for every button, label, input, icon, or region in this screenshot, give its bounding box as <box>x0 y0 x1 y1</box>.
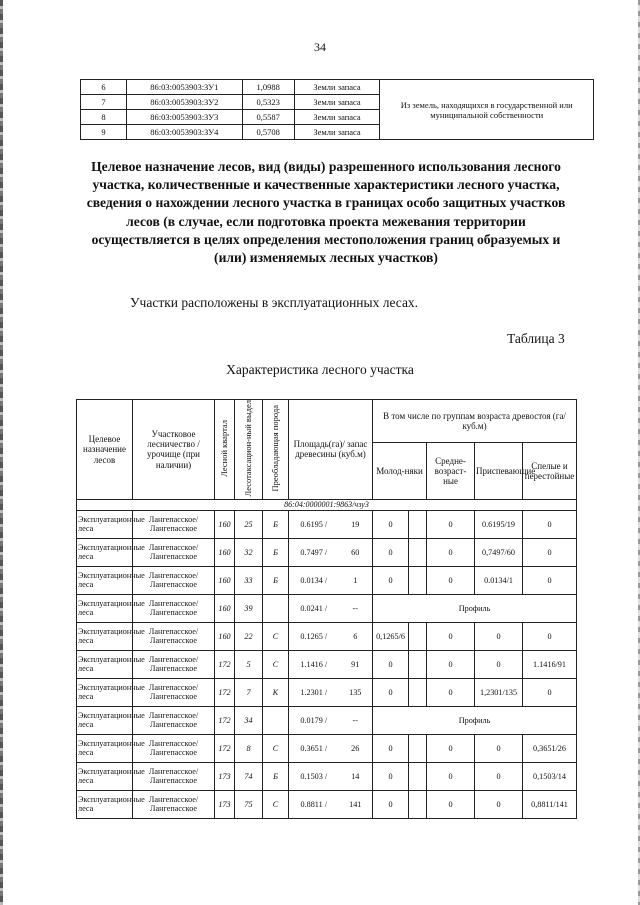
cell-maturing: 0 <box>475 622 523 650</box>
cell-mature: 0 <box>523 566 577 594</box>
cadastral-row <box>77 499 577 510</box>
cell-forestry: Лангепасское/Лангепасское <box>133 538 215 566</box>
cell-stock: 60 <box>339 538 373 566</box>
cell-quarter: 160 <box>215 566 235 594</box>
cell-purpose: Эксплуатационные леса <box>77 734 133 762</box>
cadastral-number: 86:04:0000001:9863/чзу3 <box>77 499 577 510</box>
registry-number: 9 <box>81 125 127 140</box>
cell-quarter: 173 <box>215 762 235 790</box>
table-row <box>77 734 577 762</box>
registry-cadastral-number: 86:03:0053903:ЗУ1 <box>126 80 242 95</box>
cell-allotment: 7 <box>235 678 263 706</box>
cell-maturing: 0,7497/60 <box>475 538 523 566</box>
cell-forestry: Лангепасское/Лангепасское <box>133 566 215 594</box>
cell-stock: -- <box>339 706 373 734</box>
cell-species <box>263 706 289 734</box>
cell-maturing: 1,2301/135 <box>475 678 523 706</box>
cell-forestry: Лангепасское/Лангепасское <box>133 790 215 818</box>
cell-young: 0 <box>373 790 409 818</box>
cell-allotment: 5 <box>235 650 263 678</box>
registry-area: 1,0988 <box>242 80 294 95</box>
registry-origin: Из земель, находящихся в государственной или муниципальной собственности <box>380 80 594 140</box>
table-row <box>77 594 577 622</box>
cell-area: 0.1265 / <box>289 622 339 650</box>
cell-middle: 0 <box>427 538 475 566</box>
cell-middle: 0 <box>427 790 475 818</box>
cell-area: 0.0241 / <box>289 594 339 622</box>
cell-young-aux <box>409 678 427 706</box>
cell-quarter: 160 <box>215 538 235 566</box>
land-registry-table <box>80 79 594 140</box>
cell-profile: Профиль <box>373 594 577 622</box>
cell-young-aux <box>409 622 427 650</box>
cell-forestry: Лангепасское/Лангепасское <box>133 650 215 678</box>
cell-quarter: 160 <box>215 622 235 650</box>
header-maturing: Приспевающие <box>475 443 523 499</box>
registry-area: 0,5323 <box>242 95 294 110</box>
cell-area: 1.1416 / <box>289 650 339 678</box>
cell-species: С <box>263 622 289 650</box>
cell-purpose: Эксплуатационные леса <box>77 594 133 622</box>
cell-maturing: 0 <box>475 790 523 818</box>
header-mature: Спелые и перестойные <box>523 443 577 499</box>
cell-purpose: Эксплуатационные леса <box>77 762 133 790</box>
cell-mature: 0,1503/14 <box>523 762 577 790</box>
cell-quarter: 160 <box>215 594 235 622</box>
cell-stock: 14 <box>339 762 373 790</box>
cell-allotment: 22 <box>235 622 263 650</box>
cell-quarter: 172 <box>215 734 235 762</box>
cell-young-aux <box>409 762 427 790</box>
cell-profile: Профиль <box>373 706 577 734</box>
cell-stock: 19 <box>339 510 373 538</box>
cell-forestry: Лангепасское/Лангепасское <box>133 734 215 762</box>
cell-area: 0.1503 / <box>289 762 339 790</box>
scan-edge-left <box>0 0 3 905</box>
cell-area: 0.7497 / <box>289 538 339 566</box>
cell-young-aux <box>409 734 427 762</box>
cell-forestry: Лангепасское/Лангепасское <box>133 706 215 734</box>
registry-number: 6 <box>81 80 127 95</box>
cell-purpose: Эксплуатационные леса <box>77 566 133 594</box>
cell-purpose: Эксплуатационные леса <box>77 706 133 734</box>
registry-cadastral-number: 86:03:0053903:ЗУ4 <box>126 125 242 140</box>
registry-number: 8 <box>81 110 127 125</box>
cell-area: 0.6195 / <box>289 510 339 538</box>
table-row <box>77 538 577 566</box>
section-heading: Целевое назначение лесов, вид (виды) разрешенного использования лесного участка, количественные и качественные характеристики лесного участка, сведения о нахождении лесного участка в границах особо защитных участков лесов (в случае, если подготовка проекта межевания территории осуществляется в целях определения местоположения границ образуемых и (или) изменяемых лесных участков) <box>86 159 566 266</box>
registry-cadastral-number: 86:03:0053903:ЗУ3 <box>126 110 242 125</box>
table-row <box>77 762 577 790</box>
cell-mature: 0 <box>523 538 577 566</box>
cell-maturing: 0 <box>475 650 523 678</box>
cell-forestry: Лангепасское/Лангепасское <box>133 622 215 650</box>
cell-maturing: 0.0134/1 <box>475 566 523 594</box>
registry-row <box>81 80 594 95</box>
table-row <box>77 510 577 538</box>
cell-area: 1.2301 / <box>289 678 339 706</box>
cell-species: Б <box>263 762 289 790</box>
cell-allotment: 25 <box>235 510 263 538</box>
registry-category: Земли запаса <box>294 125 380 140</box>
cell-allotment: 34 <box>235 706 263 734</box>
cell-purpose: Эксплуатационные леса <box>77 678 133 706</box>
registry-number: 7 <box>81 95 127 110</box>
cell-young-aux <box>409 790 427 818</box>
cell-maturing: 0 <box>475 734 523 762</box>
cell-middle: 0 <box>427 566 475 594</box>
table-row <box>77 566 577 594</box>
header-forestry: Участковое лесничество /урочище (при наличии) <box>133 400 215 500</box>
header-young: Молод-няки <box>373 443 427 499</box>
table-number: Таблица 3 <box>507 331 565 346</box>
cell-area: 0.3651 / <box>289 734 339 762</box>
cell-maturing: 0.6195/19 <box>475 510 523 538</box>
cell-quarter: 172 <box>215 678 235 706</box>
cell-young: 0 <box>373 762 409 790</box>
cell-species: Б <box>263 510 289 538</box>
cell-young: 0 <box>373 566 409 594</box>
cell-young: 0 <box>373 734 409 762</box>
registry-category: Земли запаса <box>294 110 380 125</box>
cell-allotment: 8 <box>235 734 263 762</box>
table-row <box>77 706 577 734</box>
cell-young: 0 <box>373 538 409 566</box>
cell-allotment: 32 <box>235 538 263 566</box>
header-allotment <box>235 400 263 500</box>
cell-allotment: 39 <box>235 594 263 622</box>
cell-young-aux <box>409 538 427 566</box>
cell-species: С <box>263 790 289 818</box>
header-species-text: Преобладающая порода <box>269 404 280 492</box>
cell-purpose: Эксплуатационные леса <box>77 510 133 538</box>
cell-species: К <box>263 678 289 706</box>
cell-young: 0 <box>373 678 409 706</box>
cell-species: Б <box>263 538 289 566</box>
registry-area: 0,5587 <box>242 110 294 125</box>
header-middle: Средне-возраст-ные <box>427 443 475 499</box>
header-quarter <box>215 400 235 500</box>
cell-middle: 0 <box>427 734 475 762</box>
cell-forestry: Лангепасское/Лангепасское <box>133 762 215 790</box>
table-row <box>77 790 577 818</box>
registry-cadastral-number: 86:03:0053903:ЗУ2 <box>126 95 242 110</box>
cell-mature: 1.1416/91 <box>523 650 577 678</box>
table-caption: Характеристика лесного участка <box>226 362 414 377</box>
header-purpose: Целевое назначение лесов <box>77 400 133 500</box>
cell-forestry: Лангепасское/Лангепасское <box>133 678 215 706</box>
header-area-stock: Площадь(га)/ запас древесины (куб.м) <box>289 400 373 500</box>
table-row <box>77 650 577 678</box>
cell-quarter: 160 <box>215 510 235 538</box>
cell-allotment: 74 <box>235 762 263 790</box>
cell-allotment: 33 <box>235 566 263 594</box>
cell-young: 0 <box>373 510 409 538</box>
cell-purpose: Эксплуатационные леса <box>77 622 133 650</box>
table-row <box>77 622 577 650</box>
cell-middle: 0 <box>427 762 475 790</box>
cell-young-aux <box>409 566 427 594</box>
cell-area: 0.8811 / <box>289 790 339 818</box>
cell-area: 0.0179 / <box>289 706 339 734</box>
cell-stock: 1 <box>339 566 373 594</box>
cell-mature: 0 <box>523 622 577 650</box>
cell-species <box>263 594 289 622</box>
cell-species: Б <box>263 566 289 594</box>
header-species <box>263 400 289 500</box>
cell-mature: 0 <box>523 510 577 538</box>
table-row <box>77 678 577 706</box>
registry-area: 0,5708 <box>242 125 294 140</box>
cell-species: С <box>263 734 289 762</box>
cell-stock: 141 <box>339 790 373 818</box>
cell-stock: -- <box>339 594 373 622</box>
cell-quarter: 173 <box>215 790 235 818</box>
cell-mature: 0,8811/141 <box>523 790 577 818</box>
cell-mature: 0 <box>523 678 577 706</box>
cell-middle: 0 <box>427 510 475 538</box>
cell-maturing: 0 <box>475 762 523 790</box>
cell-young: 0,1265/6 <box>373 622 409 650</box>
cell-quarter: 172 <box>215 650 235 678</box>
cell-stock: 26 <box>339 734 373 762</box>
cell-purpose: Эксплуатационные леса <box>77 650 133 678</box>
header-age-groups: В том числе по группам возраста древостоя (га/куб.м) <box>373 400 577 443</box>
cell-young-aux <box>409 510 427 538</box>
page-number: 34 <box>314 40 326 54</box>
registry-category: Земли запаса <box>294 95 380 110</box>
header-allotment-text: Лесотаксацион-ный выдел <box>242 400 253 497</box>
registry-category: Земли запаса <box>294 80 380 95</box>
cell-young-aux <box>409 650 427 678</box>
cell-forestry: Лангепасское/Лангепасское <box>133 594 215 622</box>
cell-stock: 135 <box>339 678 373 706</box>
cell-forestry: Лангепасское/Лангепасское <box>133 510 215 538</box>
cell-stock: 6 <box>339 622 373 650</box>
cell-middle: 0 <box>427 650 475 678</box>
cell-young: 0 <box>373 650 409 678</box>
cell-allotment: 75 <box>235 790 263 818</box>
cell-mature: 0,3651/26 <box>523 734 577 762</box>
cell-middle: 0 <box>427 622 475 650</box>
header-quarter-text: Лесной квартал <box>218 419 229 477</box>
cell-species: С <box>263 650 289 678</box>
cell-purpose: Эксплуатационные леса <box>77 538 133 566</box>
cell-stock: 91 <box>339 650 373 678</box>
cell-purpose: Эксплуатационные леса <box>77 790 133 818</box>
cell-middle: 0 <box>427 678 475 706</box>
cell-area: 0.0134 / <box>289 566 339 594</box>
intro-text: Участки расположены в эксплуатационных лесах. <box>130 295 419 310</box>
forest-plot-table <box>76 399 577 819</box>
cell-quarter: 172 <box>215 706 235 734</box>
